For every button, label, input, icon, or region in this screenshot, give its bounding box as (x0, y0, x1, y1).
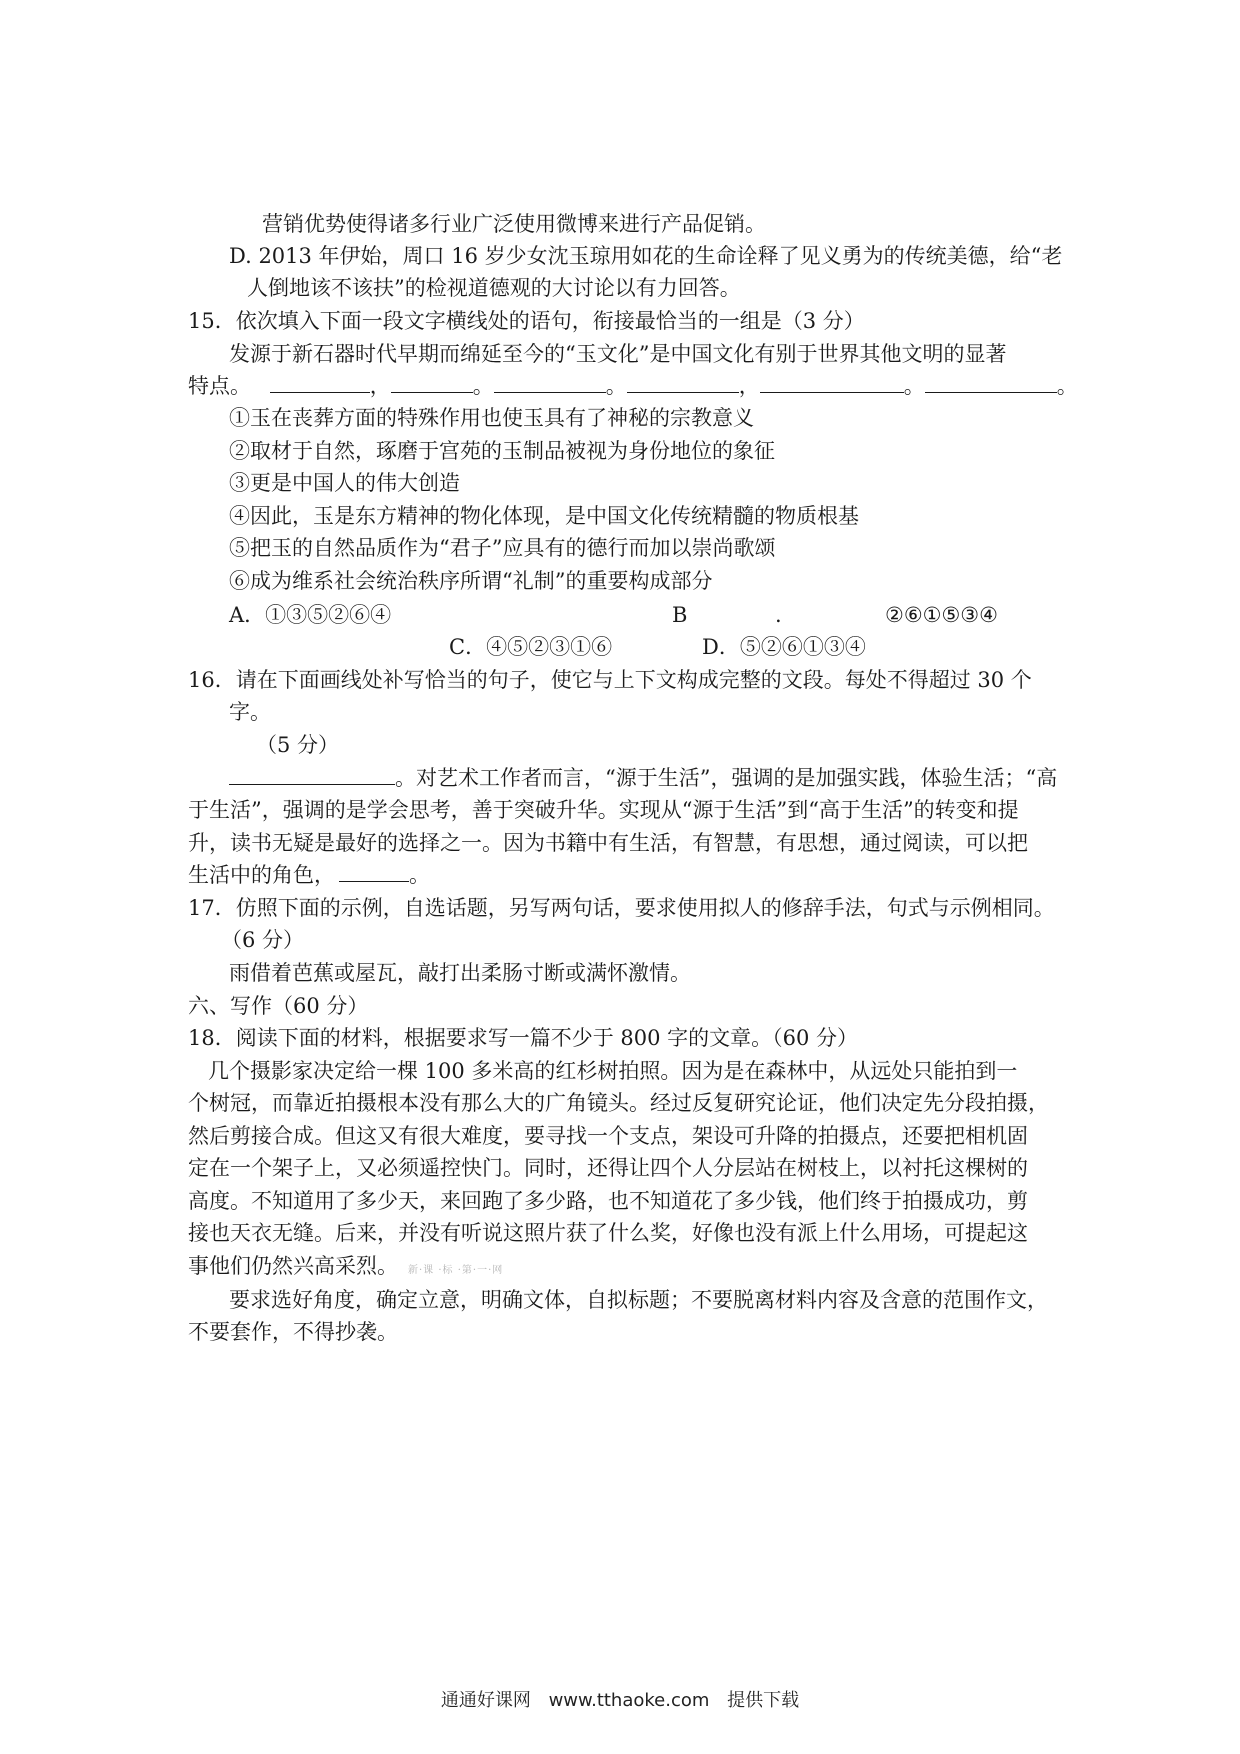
requirement-line-1: 要求选好角度，确定立意，明确文体，自拟标题；不要脱离材料内容及含意的范围作文， (229, 1288, 1048, 1312)
answer-blank[interactable] (391, 374, 473, 393)
question-16-title-cont: 字。 (229, 700, 271, 724)
page-footer (0, 1686, 1240, 1712)
answer-blank[interactable] (760, 374, 904, 393)
footer-site-name: 通通好课网 (440, 1690, 531, 1711)
material-line-4: 定在一个架子上，又必须遥控快门。同时，还得让四个人分层站在树枝上，以衬托这棵树的 (188, 1156, 1028, 1180)
material-line-5: 高度。不知道用了多少天，来回跑了多少路，也不知道花了多少钱，他们终于拍摄成功，剪 (188, 1189, 1028, 1213)
choice-b-letter[interactable]: B (672, 603, 688, 627)
sentence-3: ③更是中国人的伟大创造 (229, 471, 460, 495)
separator: 。 (605, 374, 627, 398)
text-line: 营销优势使得诸多行业广泛使用微博来进行产品促销。 (262, 212, 766, 236)
question-17-example: 雨借着芭蕉或屋瓦，敲打出柔肠寸断或满怀激情。 (229, 961, 691, 985)
question-17-score: （6 分） (221, 928, 305, 952)
choice-c[interactable]: C．④⑤②③①⑥ (449, 635, 613, 659)
sentence-5: ⑤把玉的自然品质作为“君子”应具有的德行而加以崇尚歌颂 (229, 536, 776, 560)
text-span: 。 (409, 863, 430, 887)
option-d-line: D. 2013 年伊始，周口 16 岁少女沈玉琼用如花的生命诠释了见义勇为的传统美德，给“老 (229, 244, 1063, 268)
watermark: 新·课 ·标 ·第·一·网 (408, 1265, 504, 1276)
footer-url-link[interactable]: www.tthaoke.com (548, 1690, 710, 1711)
question-16-line-1 (229, 762, 1057, 794)
material-line-6: 接也天衣无缝。后来，并没有听说这照片获了什么奖，好像也没有派上什么用场，可提起这 (188, 1221, 1028, 1245)
text-span: 。对艺术工作者而言，“源于生活”，强调的是加强实践，体验生活；“高 (395, 766, 1058, 790)
separator: 。 (472, 374, 494, 398)
separator: 。 (903, 374, 925, 398)
choice-b-value[interactable]: ②⑥①⑤③④ (885, 603, 998, 627)
choice-a[interactable]: A．①③⑤②⑥④ (229, 603, 392, 627)
material-line-1: 几个摄影家决定给一棵 100 多米高的红杉树拍照。因为是在森林中，从远处只能拍到一 (208, 1059, 1018, 1083)
text-span: 事他们仍然兴高采烈。 (188, 1254, 398, 1278)
text-span: 特点。 (188, 374, 251, 398)
question-16-line-2: 于生活”，强调的是学会思考，善于突破升华。实现从“源于生活”到“高于生活”的转变和提 (188, 798, 1019, 822)
sentence-1: ①玉在丧葬方面的特殊作用也使玉具有了神秘的宗教意义 (229, 406, 754, 430)
sentence-6: ⑥成为维系社会统治秩序所谓“礼制”的重要构成部分 (229, 569, 713, 593)
text-span: 生活中的角色， (188, 863, 335, 887)
question-16-title: 16．请在下面画线处补写恰当的句子，使它与上下文构成完整的文段。每处不得超过 30 个 (188, 668, 1032, 692)
answer-blank[interactable] (339, 863, 409, 882)
answer-blank[interactable] (494, 374, 606, 393)
choice-b-dot: . (775, 603, 782, 627)
question-16-line-3: 升，读书无疑是最好的选择之一。因为书籍中有生活，有智慧，有思想，通过阅读，可以把 (188, 831, 1028, 855)
answer-blank[interactable] (229, 766, 395, 785)
material-line-2: 个树冠，而靠近拍摄根本没有那么大的广角镜头。经过反复研究论证，他们决定先分段拍摄， (188, 1091, 1049, 1115)
question-16-score: （5 分） (256, 733, 340, 757)
sentence-2: ②取材于自然，琢磨于宫苑的玉制品被视为身份地位的象征 (229, 439, 775, 463)
answer-blank[interactable] (270, 374, 370, 393)
answer-blank[interactable] (925, 374, 1057, 393)
question-18-title: 18．阅读下面的材料，根据要求写一篇不少于 800 字的文章。（60 分） (188, 1026, 859, 1050)
section-heading: 六、写作（60 分） (188, 994, 369, 1018)
separator: 。 (1056, 374, 1078, 398)
material-line-7 (188, 1250, 503, 1287)
choice-d[interactable]: D．⑤②⑥①③④ (702, 635, 866, 659)
question-15-blanks-line (188, 370, 1078, 402)
material-line-3: 然后剪接合成。但这又有很大难度，要寻找一个支点，架设可升降的拍摄点，还要把相机固 (188, 1124, 1028, 1148)
sentence-4: ④因此，玉是东方精神的物化体现，是中国文化传统精髓的物质根基 (229, 504, 859, 528)
separator: ， (369, 374, 391, 398)
question-16-line-4 (188, 859, 430, 891)
question-15-title: 15．依次填入下面一段文字横线处的语句，衔接最恰当的一组是（3 分） (188, 309, 865, 333)
separator: ， (738, 374, 760, 398)
question-17-title: 17．仿照下面的示例，自选话题，另写两句话，要求使用拟人的修辞手法，句式与示例相同。 (188, 896, 1055, 920)
option-d-line-2: 人倒地该不该扶”的检视道德观的大讨论以有力回答。 (247, 276, 741, 300)
requirement-line-2: 不要套作，不得抄袭。 (188, 1320, 398, 1344)
question-15-paragraph: 发源于新石器时代早期而绵延至今的“玉文化”是中国文化有别于世界其他文明的显著 (229, 342, 1007, 366)
footer-tail: 提供下载 (727, 1690, 800, 1711)
answer-blank[interactable] (627, 374, 739, 393)
